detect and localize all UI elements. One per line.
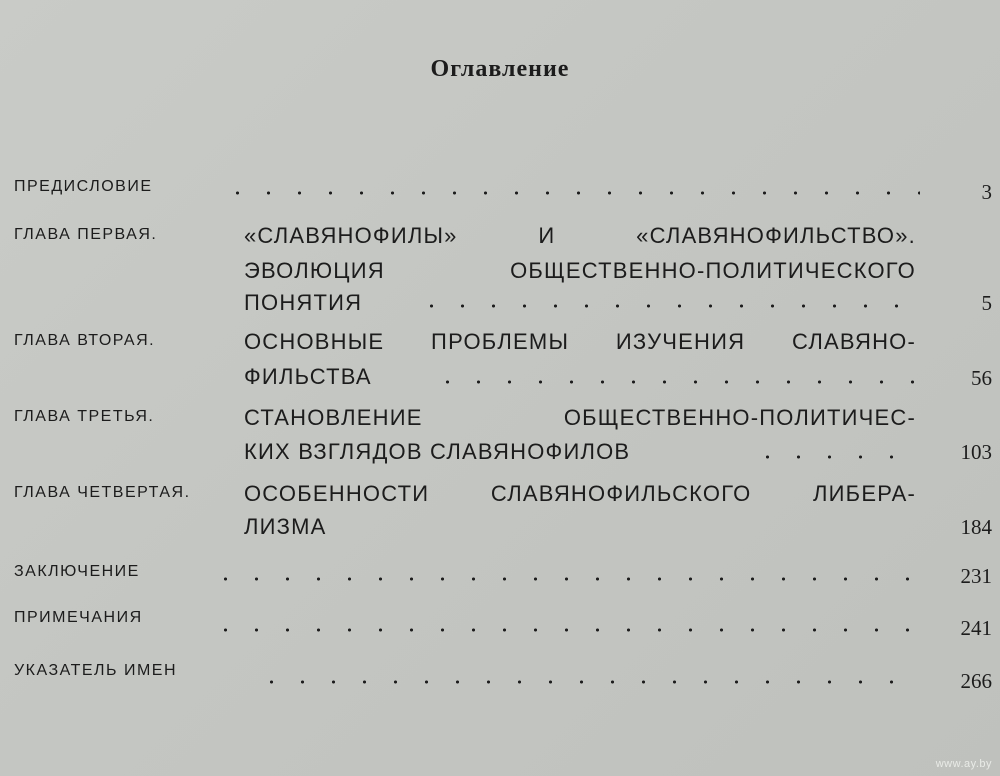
page-number-preface: 3: [981, 180, 992, 204]
toc-label-conclusion: ЗАКЛЮЧЕНИЕ: [14, 563, 140, 580]
chapter-4-title-line-1: ОСОБЕННОСТИ СЛАВЯНОФИЛЬСКОГО ЛИБЕРА-: [244, 481, 916, 506]
chapter-1-title-line-2: ЭВОЛЮЦИЯ ОБЩЕСТВЕННО-ПОЛИТИЧЕСКОГО: [244, 258, 916, 283]
chapter-3-title-line-2: КИХ ВЗГЛЯДОВ СЛАВЯНОФИЛОВ: [244, 439, 631, 464]
chapter-4-title-line-2: ЛИЗМА: [244, 514, 327, 539]
page-number-chapter-4: 184: [960, 515, 992, 539]
toc-label-name-index: УКАЗАТЕЛЬ ИМЕН: [14, 662, 178, 679]
chapter-3-title-line-1: СТАНОВЛЕНИЕ ОБЩЕСТВЕННО-ПОЛИТИЧЕС-: [244, 405, 916, 430]
toc-label-notes: ПРИМЕЧАНИЯ: [14, 609, 143, 626]
page-number-chapter-1: 5: [981, 291, 992, 315]
dot-leader: [416, 304, 920, 308]
page-number-chapter-3: 103: [960, 440, 992, 464]
page-number-chapter-2: 56: [971, 366, 992, 390]
dot-leader: [210, 577, 920, 581]
toc-heading: Оглавление: [430, 56, 570, 82]
dot-leader: [256, 680, 920, 684]
toc-label-chapter-3: ГЛАВА ТРЕТЬЯ.: [14, 408, 155, 425]
chapter-2-title-line-1: ОСНОВНЫЕ ПРОБЛЕМЫ ИЗУЧЕНИЯ СЛАВЯНО-: [244, 329, 916, 354]
dot-leader: [432, 380, 920, 384]
dot-leader: [752, 455, 920, 459]
page-number-conclusion: 231: [960, 564, 992, 588]
toc-label-preface: ПРЕДИСЛОВИЕ: [14, 178, 153, 195]
chapter-2-title-line-2: ФИЛЬСТВА: [244, 364, 372, 389]
page-number-name-index: 266: [960, 669, 992, 693]
toc-label-chapter-2: ГЛАВА ВТОРАЯ.: [14, 332, 156, 349]
dot-leader: [210, 628, 920, 632]
chapter-1-title-line-3: ПОНЯТИЯ: [244, 290, 363, 315]
chapter-1-title-line-1: «СЛАВЯНОФИЛЫ» И «СЛАВЯНОФИЛЬСТВО».: [244, 223, 916, 248]
toc-label-chapter-4: ГЛАВА ЧЕТВЕРТАЯ.: [14, 484, 191, 501]
site-watermark: www.ay.by: [935, 758, 992, 770]
toc-label-chapter-1: ГЛАВА ПЕРВАЯ.: [14, 226, 158, 243]
page-number-notes: 241: [960, 616, 992, 640]
dot-leader: [222, 191, 920, 195]
